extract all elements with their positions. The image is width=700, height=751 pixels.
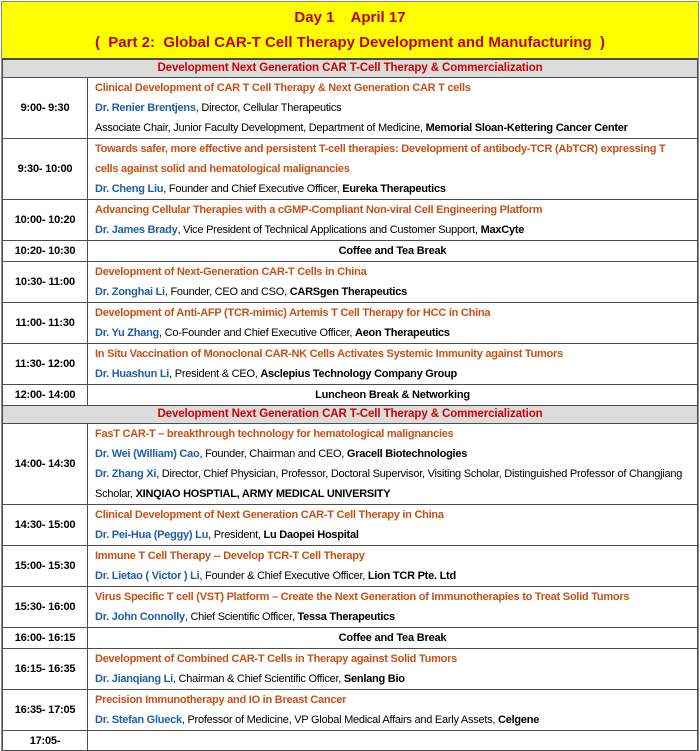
speaker-role: , Founder & Chief Executive Officer, bbox=[199, 570, 368, 582]
session-title: Development of Next-Generation CAR-T Cells in China bbox=[95, 266, 367, 278]
session-title: Virus Specific T cell (VST) Platform – Create the Next Generation of Immunotherapies to Treat Solid Tumors bbox=[95, 591, 630, 603]
session-title: Immune T Cell Therapy -- Develop TCR-T Cell Therapy bbox=[95, 550, 365, 562]
time-cell: 11:00- 11:30 bbox=[3, 303, 88, 344]
time-cell: 10:30- 11:00 bbox=[3, 262, 88, 303]
speaker-organization: Aeon Therapeutics bbox=[355, 327, 450, 339]
speaker-role: , Founder, Chairman and CEO, bbox=[199, 448, 347, 460]
speaker-role: , Chief Scientific Officer, bbox=[184, 611, 298, 623]
speaker-role: , President, bbox=[208, 529, 264, 541]
section-header-row bbox=[3, 60, 698, 78]
time-cell: 16:15- 16:35 bbox=[3, 649, 88, 690]
speaker-name: Dr. Stefan Glueck bbox=[95, 714, 182, 726]
time-cell: 16:35- 17:05 bbox=[3, 690, 88, 731]
session-cell bbox=[88, 546, 698, 587]
session-cell bbox=[88, 262, 698, 303]
speaker-organization: XINQIAO HOSPTIAL, ARMY MEDICAL UNIVERSITY bbox=[135, 488, 391, 500]
session-title: In Situ Vaccination of Monoclonal CAR-NK Cells Activates Systemic Immunity against Tumors bbox=[95, 348, 563, 360]
speaker-name: Dr. Renier Brentjens bbox=[95, 102, 196, 114]
speaker-name: Dr. Cheng Liu bbox=[95, 183, 164, 195]
speaker-organization: Eureka Therapeutics bbox=[342, 183, 446, 195]
schedule-table bbox=[2, 59, 698, 751]
session-cell bbox=[88, 587, 698, 628]
session-cell bbox=[88, 200, 698, 241]
speaker-name: Dr. Huashun Li bbox=[95, 368, 170, 380]
break-row bbox=[3, 241, 698, 262]
speaker-name: Dr. John Connolly bbox=[95, 611, 185, 623]
speaker-organization: Lion TCR Pte. Ltd bbox=[367, 570, 456, 582]
session-cell bbox=[88, 424, 698, 505]
speaker-organization: Tessa Therapeutics bbox=[297, 611, 395, 623]
session-cell bbox=[88, 690, 698, 731]
speaker-organization: Senlang Bio bbox=[343, 673, 405, 685]
speaker-name: Dr. Zhang Xi bbox=[95, 468, 157, 480]
speaker-organization: CARSgen Therapeutics bbox=[289, 286, 407, 298]
speaker-line bbox=[95, 323, 690, 343]
speaker-line bbox=[95, 464, 690, 504]
session-row bbox=[3, 690, 698, 731]
session-row bbox=[3, 424, 698, 505]
session-cell bbox=[88, 78, 698, 139]
session-title: FasT CAR-T – breakthrough technology for hematological malignancies bbox=[95, 428, 454, 440]
time-cell: 9:00- 9:30 bbox=[3, 78, 88, 139]
agenda-frame bbox=[1, 1, 699, 751]
time-cell: 14:00- 14:30 bbox=[3, 424, 88, 505]
speaker-organization: Celgene bbox=[498, 714, 540, 726]
session-row bbox=[3, 505, 698, 546]
day-banner bbox=[2, 2, 698, 59]
speaker-organization: Gracell Biotechnologies bbox=[346, 448, 468, 460]
speaker-name: Dr. Lietao ( Victor ) Li bbox=[95, 570, 200, 582]
break-label: Luncheon Break & Networking bbox=[88, 385, 698, 406]
speaker-role: , President & CEO, bbox=[169, 368, 261, 380]
speaker-line bbox=[95, 607, 690, 627]
time-cell: 10:00- 10:20 bbox=[3, 200, 88, 241]
day-title: Day 1 April 17 bbox=[294, 9, 406, 26]
speaker-line bbox=[95, 220, 690, 240]
part-title: ( Part 2: Global CAR-T Cell Therapy Development and Manufacturing ) bbox=[94, 34, 606, 51]
speaker-role: , Founder and Chief Executive Officer, bbox=[163, 183, 343, 195]
session-title: Clinical Development of Next Generation CAR-T Cell Therapy in China bbox=[95, 509, 444, 521]
session-row bbox=[3, 78, 698, 139]
speaker-role: , Chairman & Chief Scientific Officer, bbox=[172, 673, 344, 685]
break-row bbox=[3, 628, 698, 649]
speaker-organization: Lu Daopei Hospital bbox=[263, 529, 359, 541]
time-cell: 9:30- 10:00 bbox=[3, 139, 88, 200]
session-row bbox=[3, 200, 698, 241]
session-cell bbox=[88, 344, 698, 385]
time-cell: 16:00- 16:15 bbox=[3, 628, 88, 649]
speaker-line bbox=[95, 566, 690, 586]
speaker-line bbox=[95, 98, 690, 118]
session-title: Development of Combined CAR-T Cells in Therapy against Solid Tumors bbox=[95, 653, 457, 665]
speaker-name: Dr. James Brady bbox=[95, 224, 178, 236]
time-cell: 11:30- 12:00 bbox=[3, 344, 88, 385]
section-header-label: Development Next Generation CAR T-Cell Therapy & Commercialization bbox=[3, 406, 698, 424]
speaker-line bbox=[95, 118, 690, 138]
session-cell bbox=[88, 505, 698, 546]
speaker-line bbox=[95, 179, 690, 199]
speaker-role: , Director, Chief Physician, Professor, Doctoral Supervisor, Visiting Scholar, Distinguished Professor of Changjiang Scholar, bbox=[95, 468, 683, 500]
time-cell: 12:00- 14:00 bbox=[3, 385, 88, 406]
session-row bbox=[3, 649, 698, 690]
speaker-name: Dr. Jianqiang Li bbox=[95, 673, 173, 685]
session-row bbox=[3, 587, 698, 628]
speaker-line bbox=[95, 364, 690, 384]
session-row bbox=[3, 139, 698, 200]
session-title: Development of Anti-AFP (TCR-mimic) Artemis T Cell Therapy for HCC in China bbox=[95, 307, 491, 319]
time-cell: 10:20- 10:30 bbox=[3, 241, 88, 262]
speaker-line bbox=[95, 525, 690, 545]
speaker-role: , Vice President of Technical Applications and Customer Support, bbox=[177, 224, 481, 236]
empty-session-cell bbox=[88, 731, 698, 751]
speaker-name: Dr. Wei (William) Cao bbox=[95, 448, 200, 460]
session-title: Advancing Cellular Therapies with a cGMP-Compliant Non-viral Cell Engineering Platform bbox=[95, 204, 543, 216]
session-title: Towards safer, more effective and persistent T-cell therapies: Development of antibody-TCR (AbTCR) expressing T cells against solid and hematological malignancies bbox=[95, 143, 666, 175]
time-cell: 15:30- 16:00 bbox=[3, 587, 88, 628]
speaker-role: , Professor of Medicine, VP Global Medical Affairs and Early Assets, bbox=[181, 714, 499, 726]
speaker-name: Dr. Zonghai Li bbox=[95, 286, 165, 298]
section-header-label: Development Next Generation CAR T-Cell Therapy & Commercialization bbox=[3, 60, 698, 78]
speaker-line bbox=[95, 669, 690, 689]
empty-row bbox=[3, 731, 698, 751]
session-row bbox=[3, 303, 698, 344]
session-row bbox=[3, 546, 698, 587]
speaker-organization: MaxCyte bbox=[480, 224, 525, 236]
speaker-role: , Director, Cellular Therapeutics bbox=[195, 102, 342, 114]
session-row bbox=[3, 262, 698, 303]
speaker-organization: Asclepius Technology Company Group bbox=[260, 368, 458, 380]
session-title: Clinical Development of CAR T Cell Therapy & Next Generation CAR T cells bbox=[95, 82, 471, 94]
section-header-row bbox=[3, 406, 698, 424]
speaker-name: Dr. Pei-Hua (Peggy) Lu bbox=[95, 529, 209, 541]
session-cell bbox=[88, 303, 698, 344]
session-cell bbox=[88, 139, 698, 200]
speaker-organization: Memorial Sloan-Kettering Cancer Center bbox=[425, 122, 628, 134]
time-cell: 17:05- bbox=[3, 731, 88, 751]
speaker-role: , Co-Founder and Chief Executive Officer, bbox=[159, 327, 355, 339]
speaker-role: Associate Chair, Junior Faculty Development, Department of Medicine, bbox=[95, 122, 426, 134]
speaker-line bbox=[95, 710, 690, 730]
speaker-line bbox=[95, 282, 690, 302]
session-cell bbox=[88, 649, 698, 690]
speaker-role: , Founder, CEO and CSO, bbox=[164, 286, 290, 298]
session-title: Precision Immunotherapy and IO in Breast Cancer bbox=[95, 694, 347, 706]
break-row bbox=[3, 385, 698, 406]
time-cell: 14:30- 15:00 bbox=[3, 505, 88, 546]
speaker-name: Dr. Yu Zhang bbox=[95, 327, 160, 339]
break-label: Coffee and Tea Break bbox=[88, 628, 698, 649]
time-cell: 15:00- 15:30 bbox=[3, 546, 88, 587]
break-label: Coffee and Tea Break bbox=[88, 241, 698, 262]
speaker-line bbox=[95, 444, 690, 464]
session-row bbox=[3, 344, 698, 385]
